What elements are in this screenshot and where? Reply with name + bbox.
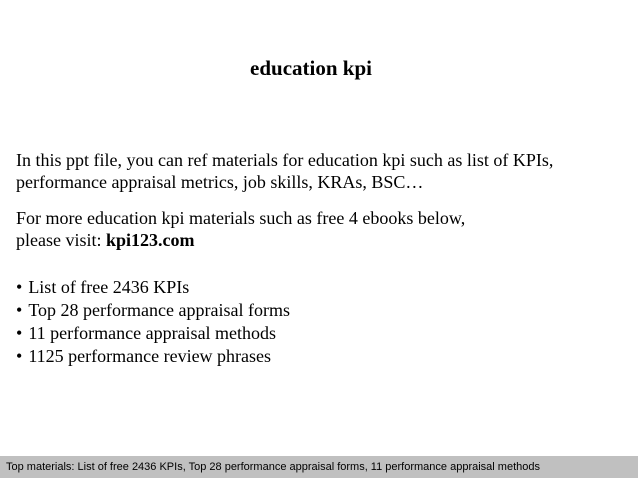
visit-prefix: please visit: bbox=[16, 230, 106, 250]
footer-bar: Top materials: List of free 2436 KPIs, Top 28 performance appraisal forms, 11 performance appraisal methods bbox=[0, 456, 638, 478]
kpi123-link[interactable]: kpi123.com bbox=[105, 230, 195, 250]
intro-line-2: performance appraisal metrics, job skills, KRAs, BSC… bbox=[16, 172, 424, 192]
more-line-1: For more education kpi materials such as free 4 ebooks below, bbox=[16, 208, 466, 228]
more-line-2 bbox=[16, 229, 616, 251]
intro-line-1: In this ppt file, you can ref materials for education kpi such as list of KPIs, bbox=[16, 150, 554, 170]
slide-title: education kpi bbox=[250, 56, 372, 80]
bullet-list bbox=[16, 276, 290, 368]
more-materials-paragraph bbox=[16, 207, 616, 251]
bullet-item-appraisal-forms: • Top 28 performance appraisal forms bbox=[16, 299, 290, 322]
bullet-item-kpis: • List of free 2436 KPIs bbox=[16, 276, 290, 299]
bullet-item-review-phrases: • 1125 performance review phrases bbox=[16, 345, 290, 368]
intro-paragraph bbox=[16, 149, 616, 193]
bullet-item-appraisal-methods: • 11 performance appraisal methods bbox=[16, 322, 290, 345]
